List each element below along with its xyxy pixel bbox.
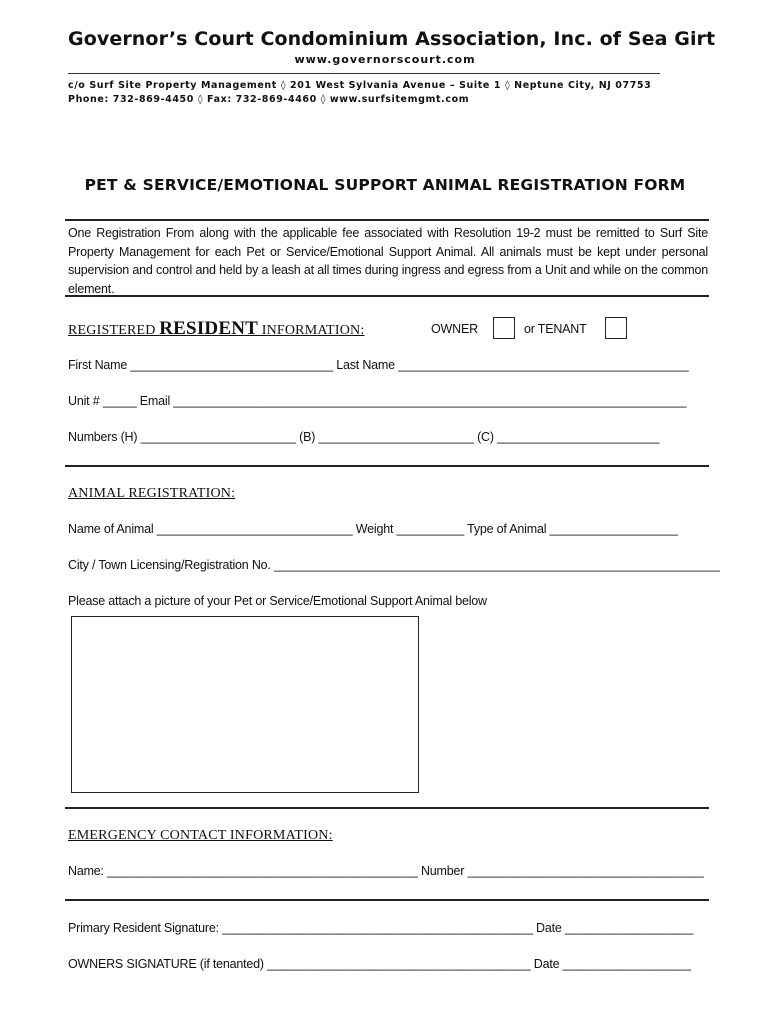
unit-email-field-line[interactable]: Unit # _____ Email ____________________________________________________________________________ <box>68 394 687 408</box>
animal-section-heading: ANIMAL REGISTRATION: <box>68 486 236 501</box>
form-title: PET & SERVICE/EMOTIONAL SUPPORT ANIMAL REGISTRATION FORM <box>84 176 686 194</box>
section-divider <box>65 219 709 221</box>
emergency-section-heading: EMERGENCY CONTACT INFORMATION: <box>68 828 333 843</box>
section-divider <box>65 295 709 297</box>
resident-section-heading <box>68 318 364 340</box>
section-divider <box>65 807 709 809</box>
emergency-contact-field-line[interactable]: Name: ______________________________________________ Number ___________________________________ <box>68 864 704 878</box>
tenant-label: or TENANT <box>524 322 587 336</box>
owner-label: OWNER <box>431 322 478 336</box>
primary-signature-field-line[interactable]: Primary Resident Signature: ______________________________________________ Date ___________________ <box>68 921 694 935</box>
animal-photo-box[interactable] <box>71 616 419 793</box>
association-name: Governor’s Court Condominium Association, Inc. of Sea Girt <box>68 28 716 50</box>
heading-prefix: REGISTERED <box>68 323 160 338</box>
tenant-checkbox[interactable] <box>605 317 627 339</box>
section-divider <box>65 465 709 467</box>
owner-checkbox[interactable] <box>493 317 515 339</box>
association-website: www.governorscourt.com <box>294 53 476 66</box>
intro-paragraph: One Registration From along with the applicable fee associated with Resolution 19-2 must be remitted to Surf Site Property Management for each Pet or Service/Emotional Support Animal. All animals must be kept under personal supervision and control and held by a leash at all times during ingress and egress from a Unit and while on the common element. <box>68 226 708 296</box>
heading-emphasis: RESIDENT <box>159 318 259 339</box>
management-contact: Phone: 732-869-4450 ◊ Fax: 732-869-4460 ◊ www.surfsitemgmt.com <box>68 94 470 105</box>
heading-suffix: INFORMATION: <box>258 323 365 338</box>
license-field-line[interactable]: City / Town Licensing/Registration No. __________________________________________________________________ <box>68 558 720 572</box>
section-divider <box>65 899 709 901</box>
animal-details-field-line[interactable]: Name of Animal _____________________________ Weight __________ Type of Animal ___________________ <box>68 522 678 536</box>
name-field-line[interactable]: First Name ______________________________ Last Name ___________________________________________ <box>68 358 689 372</box>
management-address: c/o Surf Site Property Management ◊ 201 West Sylvania Avenue – Suite 1 ◊ Neptune City, NJ 07753 <box>68 80 652 91</box>
header-divider <box>68 73 660 74</box>
owner-signature-field-line[interactable]: OWNERS SIGNATURE (if tenanted) _______________________________________ Date ___________________ <box>68 957 691 971</box>
photo-instruction: Please attach a picture of your Pet or Service/Emotional Support Animal below <box>68 594 487 608</box>
phone-numbers-field-line[interactable]: Numbers (H) _______________________ (B) _______________________ (C) ________________________ <box>68 430 660 444</box>
